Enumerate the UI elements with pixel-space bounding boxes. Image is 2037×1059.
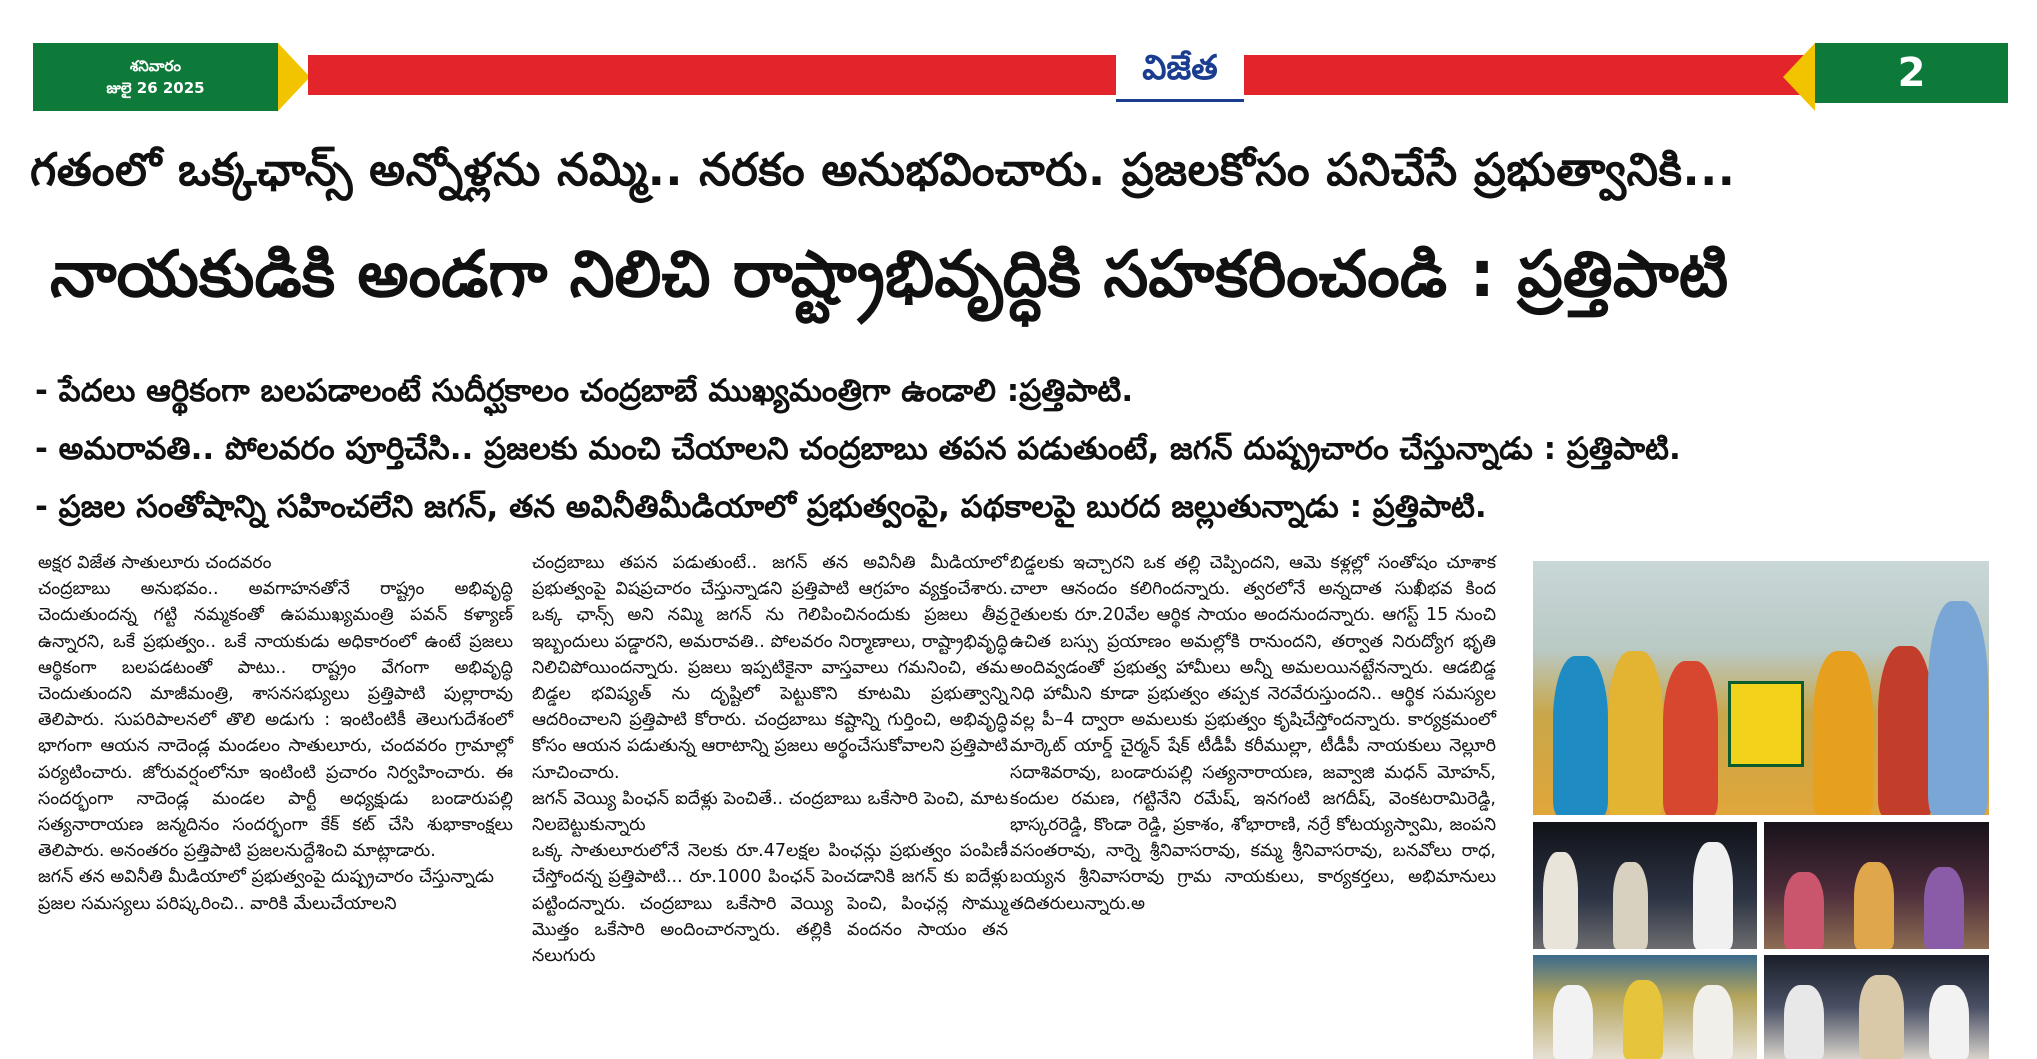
article-subheading: జగన్ తన అవినీతి మీడియాలో ప్రభుత్వంపై దుష్ప్రచారం చేస్తున్నాడు — [38, 867, 494, 888]
dateline — [33, 43, 278, 111]
article-paragraph: బిడ్డలకు ఇచ్చారని ఒక తల్లి చెప్పిందని, ఆమె కళ్లల్లో సంతోషం చూశాక చాలా ఆనందం కలిగిందన్నారు. త్వరలోనే అన్నదాత సుఖీభవ కింద రైతులకు రూ.20వేల ఆర్థిక సాయం అందనుందన్నారు. ఆగస్ట్ 15 నుంచి ఉచిత బస్సు ప్రయాణం అమల్లోకి రానుందని, తర్వాత నిరుద్యోగ భృతి అందివ్వడంతో ప్రభుత్వ హామీలు అన్నీ అమలయినట్టేనన్నారు. ఆడబిడ్డ నిధి హామీని కూడా ప్రభుత్వం తప్పక నెరవేరుస్తుందని.. ఆర్థిక సమస్యల వల్ల పీ–4 ద్వారా అమలుకు ప్రభుత్వం కృషిచేస్తోందన్నారు. కార్యక్రమంలో మార్కెట్ యార్డ్ చైర్మన్ షేక్ టీడీపీ కరీముల్లా, టీడీపీ నాయకులు నెల్లూరి సదాశివరావు, బండారుపల్లి సత్యనారాయణ, జవ్వాజి మధన్ మోహన్, కందుల రమణ, గట్టినేని రమేష్, ఇనగంటి జగదీష్, వెంకటరామిరెడ్డి, భాస్కరరెడ్డి, కొండా రెడ్డి, ప్రకాశం, శోభారాణి, నర్రే కోటయ్యస్వామి, జంపని వసంతరావు, నార్నె శ్రీనివాసరావు, కమ్మ శ్రీనివాసరావు, బనవోలు రాధ, బయ్యన శ్రీనివాసరావు గ్రామ నాయకులు, కార్యకర్తలు, అభిమానులు తదితరులున్నారు.అ — [1010, 553, 1496, 914]
event-photo-5 — [1764, 955, 1989, 1059]
party-banner — [1728, 681, 1804, 767]
subhead-bullet: - ప్రజల సంతోషాన్ని సహించలేని జగన్, తన అవినీతిమీడియాలో ప్రభుత్వంపై, పథకాలపై బురద జల్లుతున్నాడు : ప్రత్తిపాటి. — [35, 489, 1487, 525]
event-photo-3 — [1764, 822, 1989, 949]
newspaper-logo: విజేత — [1116, 45, 1244, 102]
subhead-bullet: - అమరావతి.. పోలవరం పూర్తిచేసి.. ప్రజలకు మంచి చేయాలని చంద్రబాబు తపన పడుతుంటే, జగన్ దుష్ప్రచారం చేస్తున్నాడు : ప్రత్తిపాటి. — [35, 431, 1681, 467]
dateline-date: జులై 26 2025 — [106, 79, 205, 97]
masthead-ornament-right — [1783, 43, 1815, 111]
masthead-red-bar — [308, 55, 1808, 95]
event-photo-2 — [1533, 822, 1757, 949]
article-paragraph: చంద్రబాబు తపన పడుతుంటే.. జగన్ తన అవినీతి మీడియాలో ప్రభుత్వంపై విషప్రచారం చేస్తున్నాడని ప్రత్తిపాటి ఆగ్రహం వ్యక్తంచేశారు. ఒక్క ఛాన్స్ అని నమ్మి జగన్ ను గెలిపించినందుకు ప్రజలు తీవ్ర ఇబ్బందులు పడ్డారని, అమరావతి.. పోలవరం నిర్మాణాలు, రాష్ట్రాభివృద్ధి నిలిచిపోయిందన్నారు. ప్రజలు ఇప్పటికైనా వాస్తవాలు గమనించి, తమ బిడ్డల భవిష్యత్ ను దృష్టిలో పెట్టుకొని కూటమి ప్రభుత్వాన్ని ఆదరించాలని ప్రత్తిపాటి కోరారు. చంద్రబాబు కష్టాన్ని గుర్తించి, అభివృద్ధి కోసం ఆయన పడుతున్న ఆరాటాన్ని ప్రజలు అర్థంచేసుకోవాలని ప్రత్తిపాటి సూచించారు. — [532, 553, 1008, 783]
headline-kicker: గతంలో ఒక్కఛాన్స్ అన్నోళ్లను నమ్మి.. నరకం అనుభవించారు. ప్రజలకోసం పనిచేసే ప్రభుత్వానికి... — [30, 143, 1736, 196]
subhead-bullet: - పేదలు ఆర్థికంగా బలపడాలంటే సుదీర్ఘకాలం చంద్రబాబే ముఖ్యమంత్రిగా ఉండాలి :ప్రత్తిపాటి. — [35, 373, 1134, 409]
article-paragraph: చంద్రబాబు అనుభవం.. అవగాహనతోనే రాష్ట్రం అభివృద్ధి చెందుతుందన్న గట్టి నమ్మకంతో ఉపముఖ్యమంత్రి పవన్ కళ్యాణ్ ఉన్నారని, ఒకే ప్రభుత్వం.. ఒకే నాయకుడు అధికారంలో ఉంటే ప్రజలు ఆర్థికంగా బలపడటంతో పాటు.. రాష్ట్రం వేగంగా అభివృద్ధి చెందుతుందని మాజీమంత్రి, శాసనసభ్యులు ప్రత్తిపాటి పుల్లారావు తెలిపారు. సుపరిపాలనలో తొలి అడుగు : ఇంటింటికీ తెలుగుదేశంలో భాగంగా ఆయన నాదెండ్ల మండలం సాతులూరు, చందవరం గ్రామాల్లో పర్యటించారు. జోరువర్షంలోనూ ఇంటింటి ప్రచారం నిర్వహించారు. ఈ సందర్భంగా నాదెండ్ల మండల పార్టీ అధ్యక్షుడు బండారుపల్లి సత్యనారాయణ జన్మదినం సందర్భంగా కేక్ కట్ చేసి శుభాకాంక్షలు తెలిపారు. అనంతరం ప్రత్తిపాటి ప్రజలనుద్దేశించి మాట్లాడారు. — [38, 579, 513, 862]
article-column-3 — [1010, 550, 1496, 917]
masthead — [33, 43, 2008, 111]
article-subheading: జగన్ వెయ్యి పింఛన్ ఐదేళ్లు పెంచితే.. చంద్రబాబు ఒకేసారి పెంచి, మాట నిలబెట్టుకున్నారు — [532, 788, 1008, 836]
masthead-ornament-left — [278, 43, 310, 111]
event-photo-4 — [1533, 955, 1757, 1059]
article-column-1 — [38, 550, 513, 917]
headline-main: నాయకుడికి అండగా నిలిచి రాష్ట్రాభివృద్ధికి సహకరించండి : ప్రత్తిపాటి — [50, 238, 1729, 312]
page-number: 2 — [1815, 43, 2008, 103]
subhead-bullets — [35, 362, 2015, 536]
article-paragraph: ఒక్క సాతులూరులోనే నెలకు రూ.47లక్షల పింఛన్లు ప్రభుత్వం పంపిణీ చేస్తోందన్న ప్రత్తిపాటి... రూ.1000 పింఛన్ పెంచడానికి జగన్ కు ఐదేళ్లు పట్టిందన్నారు. చంద్రబాబు ఒకేసారి వెయ్యి పెంచి, పింఛన్ల సొమ్ము మొత్తం ఒకేసారి అందించారన్నారు. తల్లికి వందనం సాయం తన నలుగురు — [532, 841, 1008, 967]
dateline-day: శనివారం — [129, 57, 181, 75]
article-column-2 — [532, 550, 1008, 969]
event-photo-main — [1533, 561, 1989, 815]
article-dateline: అక్షర విజేత సాతులూరు చందవరం — [38, 553, 272, 573]
article-paragraph: ప్రజల సమస్యలు పరిష్కరించి.. వారికి మేలుచేయాలని — [38, 893, 397, 914]
